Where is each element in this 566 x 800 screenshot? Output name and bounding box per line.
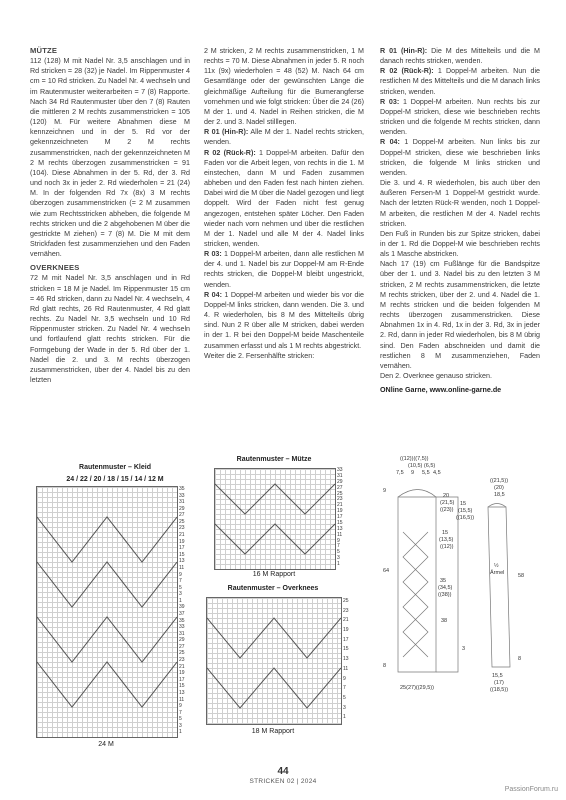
row-number: 13 — [179, 558, 185, 565]
dim-top-1: ((12))((7,5)) — [400, 456, 429, 462]
row-number: 3 — [343, 704, 346, 711]
row-number: 25 — [179, 518, 185, 525]
row-label: R 01 (Hin-R): — [204, 128, 249, 137]
row-number: 11 — [179, 564, 185, 571]
row-text: 1 Doppel-M arbeiten und wieder bis vor die Doppel-M links stricken, dann wenden. Die 3. und 4. R wiederholen, bis 8 M des Mittelteils übrig sind. Nun 2 R über alle M stricken, dabei werden in der 1. R bei den Doppel-M beide Maschenteile zusammen erfasst und als 1 M rechts abgestrickt. — [204, 290, 364, 350]
row-label: R 01 (Hin-R): — [380, 47, 428, 55]
dim-left-64: 64 — [383, 568, 390, 574]
col3-paragraph: Den 2. Overknee genauso stricken. — [380, 372, 492, 380]
sleeve-half: ½ — [494, 563, 499, 569]
row-number: 27 — [179, 643, 185, 650]
row-number: 3 — [337, 555, 340, 562]
dim-top-2: (10,5) (6,5) — [408, 463, 436, 469]
row-text: Die M des Mittelteils und die M danach rechts stricken, wenden. — [380, 47, 540, 66]
diamond-pattern-overknees — [207, 598, 341, 724]
dim-right-8: 8 — [518, 656, 522, 662]
dim-sleeve-2: (20) — [494, 485, 504, 491]
row-number: 15 — [179, 551, 185, 558]
row-number: 17 — [179, 676, 185, 683]
dim-top-3: 7,5 — [396, 470, 404, 476]
row-number: 33 — [337, 467, 343, 473]
dim-sleeve-bottom-2: (17) — [494, 680, 504, 686]
dim-top-5: 5,5 — [422, 470, 430, 476]
row-numbers-muetze — [337, 468, 343, 568]
row-text: 1 Doppel-M arbeiten, dann alle restlichen M der 4. und 1. Nadel bis zur Doppel-M am R-Ende rechts stricken, die Doppel-M bleibt ungestrickt, wenden. — [204, 250, 364, 289]
row-label: R 02 (Rück-R): — [204, 148, 256, 157]
knitting-chart-muetze — [214, 468, 336, 570]
row-number: 9 — [179, 571, 182, 578]
row-number: 5 — [343, 694, 346, 701]
overknees-instructions: 72 M mit Nadel Nr. 3,5 anschlagen und in Rd stricken = 18 M je Nadel. Im Rippenmuster 15 cm = 46 Rd stricken, dann zu Nadel Nr. 4 wechseln, 4 Rd glatt rechts, 26 Rd Rautenmuster, 4 Rd glatt rechts. Zu Nadel Nr. 3,5 wechseln und 10 Rd Rippenmuster stricken. Zu Nadel Nr. 4 wechseln und fortlaufend glatt rechts stricken. Für die Formgebung der Wade in der 5. Rd über der 1. Nadel die 2. und 3. M rechts überzogen zusammenstricken, über der 4. Nadel bis zu den letzten — [30, 274, 190, 384]
dim-top-4: 9 — [411, 470, 415, 476]
row-number: 19 — [179, 670, 185, 677]
col2-row-01 — [204, 127, 364, 147]
chart-caption-muetze: 16 M Rapport — [252, 571, 296, 578]
column-1 — [30, 46, 190, 385]
row-number: 29 — [179, 637, 185, 644]
row-text: 1 Doppel-M arbeiten. Nun die restlichen M des Mittelteils und die M danach links stricken, wenden. — [380, 67, 540, 96]
dim-top-6: 4,5 — [433, 470, 441, 476]
dim-bottom: 25(27)((29,5)) — [400, 685, 434, 691]
dim-15: 15 — [460, 501, 467, 507]
chart-caption-overknees: 18 M Rapport — [251, 728, 295, 735]
dim-left-8: 8 — [383, 663, 387, 669]
col3-row-02 — [380, 66, 540, 96]
section-heading-muetze: MÜTZE — [30, 46, 58, 55]
row-number: 7 — [179, 709, 182, 716]
row-number: 1 — [337, 561, 340, 567]
dim-58: 58 — [518, 573, 525, 579]
chart-title-muetze: Rautenmuster – Mütze — [236, 456, 312, 463]
row-number: 35 — [179, 486, 185, 492]
row-number: 33 — [179, 624, 185, 631]
row-number: 7 — [343, 685, 346, 692]
diamond-pattern-kleid — [37, 487, 177, 737]
col3-paragraph: Den Fuß in Runden bis zur Spitze stricken, dabei in der 1. Rd die Doppel-M wie beschrieben rechts als 1 Masche abstricken. — [380, 229, 540, 259]
dim-38b: ((38)) — [438, 592, 452, 598]
row-number: 15 — [337, 519, 343, 526]
dim-13-5: (13,5) — [439, 537, 454, 543]
row-number: 23 — [179, 525, 185, 532]
dim-34-5: (34,5) — [438, 585, 453, 591]
col2-end: Weiter die 2. Fersenhälfte stricken: — [204, 351, 315, 360]
row-number: 17 — [343, 636, 349, 643]
row-number: 23 — [343, 607, 349, 614]
dim-sleeve-bottom-1: 15,5 — [492, 673, 503, 679]
col3-row-01 — [380, 46, 540, 66]
row-label: R 03: — [204, 250, 222, 259]
dim-16-5: ((16,5)) — [456, 515, 475, 521]
col2-row-04 — [204, 290, 364, 351]
row-text: 1 Doppel-M arbeiten. Dafür den Faden vor die Arbeit legen, von rechts in die 1. M einstechen, dann M und Faden zusammen abheben und den Faden fest nach hinten ziehen. Dabei wird die M über die Nadel gezogen und liegt doppelt. Wird der Faden nicht fest genug angezogen, entstehen später Löcher. Den Faden wieder nach vorn nehmen und über die restlichen M der 1. Nadel und alle M der 4. Nadel links stricken, wenden. — [204, 148, 364, 248]
section-heading-overknees: OVERKNEES — [30, 263, 80, 273]
knitting-chart-overknees — [206, 597, 342, 725]
row-number: 23 — [337, 496, 343, 503]
dim-sleeve-1: ((21,5)) — [490, 478, 509, 484]
row-number: 19 — [179, 538, 185, 545]
row-number: 13 — [337, 525, 343, 532]
row-number: 19 — [343, 627, 349, 634]
row-number: 13 — [343, 656, 349, 663]
chart-title-overknees: Rautenmuster – Overknees — [227, 585, 319, 592]
row-number: 1 — [343, 714, 346, 721]
row-number: 9 — [337, 537, 340, 544]
column-2 — [204, 46, 364, 361]
col2-paragraph: 2 M stricken, 2 M rechts zusammenstricken, 1 M rechts = 70 M. Diese Abnahmen in jeder 5. R noch 11x (9x) wiederholen = 48 (52) M. Nach 64 cm Gesamtlänge oder der gewünschten Länge die gleichmäßige Aufteilung für die Bumerangferse vornehmen und wie folgt stricken: Über die 24 (26) M der 1. und 4. Nadel in Reihen stricken, die M der 2. und 3. Nadel stilllegen. — [204, 47, 364, 127]
dim-sleeve-bottom-3: ((18,5)) — [490, 687, 509, 693]
sleeve-label: Ärmel — [490, 570, 505, 576]
row-number: 5 — [337, 549, 340, 556]
row-label: R 03: — [380, 97, 400, 106]
row-number: 25 — [337, 490, 343, 497]
row-numbers-overknees — [343, 597, 349, 723]
row-number: 9 — [343, 675, 346, 682]
row-number: 7 — [179, 578, 182, 585]
row-number: 17 — [337, 514, 343, 520]
row-number: 23 — [179, 657, 185, 664]
column-3 — [380, 46, 540, 395]
row-number: 21 — [343, 617, 349, 624]
row-number: 3 — [179, 591, 182, 598]
col3-row-04 — [380, 137, 540, 178]
knitting-chart-kleid — [36, 486, 178, 738]
row-number: 15 — [179, 683, 185, 690]
row-number: 25 — [179, 650, 185, 657]
muetze-instructions: 112 (128) M mit Nadel Nr. 3,5 anschlagen und in Rd stricken = 28 (32) je Nadel. Im Rippenmuster 4 cm = 10 Rd stricken. Zu Nadel Nr. 4 wechseln und im Rautenmuster weiterarbeiten = 7 (8) Rapporte. Nach 34 Rd Rautenmuster über den 7 (8) Rauten die mittleren 2 M rechts zusammenstricken = 105 (120) M. Für weitere Abnahmen diese M kennzeichnen und in der 5. Rd vor der gekennzeichneten M 2 M rechts zusammenstricken, nach der gekennzeichneten M 2 M rechts überzogen zusammenstricken = 91 (104). Diese Abnahmen in der 5. Rd, der 3. Rd und noch 3x in jeder 2. Rd wiederholen = 21 (24) M. In der folgenden Rd 7x (8x) 3 M rechts überzogen zusammenstricken (= 2 M zusammen wie zum Rechtsstricken abheben, die folgende M rechts stricken und die 2 abgehobenen M über die gestrickte M ziehen) = 7 (8) M. Die M mit dem Strickfaden fest zusammenziehen und den Faden vernähen. — [30, 57, 190, 259]
col2-row-03 — [204, 249, 364, 290]
watermark: PassionForum.ru — [504, 786, 558, 793]
dim-23: ((23)) — [440, 507, 454, 513]
dim-15b: 15 — [442, 530, 449, 536]
row-number: 25 — [343, 598, 349, 604]
row-label: R 02 (Rück-R): — [380, 67, 434, 76]
row-number: 17 — [179, 545, 185, 552]
row-number: 11 — [343, 665, 349, 672]
row-number: 29 — [337, 478, 343, 485]
row-number: 21 — [337, 502, 343, 509]
dim-12: ((12)) — [440, 544, 454, 550]
row-text: 1 Doppel-M arbeiten. Nun rechts bis zur Doppel-M stricken, diese wie beschrieben rechts stricken und die folgende M rechts stricken, dann wenden. — [380, 97, 540, 137]
row-number: 27 — [179, 512, 185, 519]
row-text: 1 Doppel-M arbeiten. Nun links bis zur Doppel-M stricken, diese wie beschrieben links stricken, die folgende M links stricken und wenden. — [380, 138, 540, 177]
chart-title-kleid: Rautenmuster – Kleid — [79, 464, 151, 471]
dim-20: 20 — [443, 493, 450, 499]
garment-schematic — [378, 452, 538, 702]
dim-21-5: (21,5) — [440, 500, 455, 506]
row-number: 1 — [179, 729, 182, 736]
row-text: Alle M der 1. Nadel rechts stricken, wenden. — [204, 128, 364, 147]
dim-35: 35 — [440, 578, 447, 584]
row-number: 35 — [179, 617, 185, 624]
row-label: R 04: — [204, 290, 222, 299]
row-number: 5 — [179, 716, 182, 723]
col2-row-02 — [204, 148, 364, 250]
row-number: 5 — [179, 584, 182, 591]
col3-row-03 — [380, 97, 540, 138]
row-numbers-kleid — [179, 486, 185, 736]
yarn-supplier-link[interactable]: ONline Garne, www.online-garne.de — [380, 386, 502, 395]
col3-paragraph: Nach 17 (19) cm Fußlänge für die Bandspitze über der 1. und 3. Nadel bis zu den letzten 3 M stricken, 2 M rechts zusammenstricken, die letzte M rechts stricken, über der 2. und 4. Nadel die 1. M rechts stricken und die beiden folgenden M rechts überzogen zusammenstricken. Diese Abnahmen 1x in 4. Rd, 1x in der 3. Rd, 3x in jeder 2. Rd, dann in jeder Rd wiederholen, bis 8 M übrig sind. Den Faden abschneiden und damit die restlichen 8 M zusammenziehen, Faden vernähen. — [380, 260, 540, 370]
row-number: 29 — [179, 505, 185, 512]
row-number: 31 — [337, 472, 343, 479]
row-number: 1 — [179, 597, 182, 604]
row-number: 15 — [343, 646, 349, 653]
row-number: 9 — [179, 703, 182, 710]
row-number: 37 — [179, 610, 185, 617]
diamond-pattern-muetze — [215, 469, 335, 569]
chart-subtitle-kleid: 24 / 22 / 20 / 18 / 15 / 14 / 12 M — [66, 476, 164, 483]
dim-15-5: (15,5) — [458, 508, 473, 514]
row-number: 21 — [179, 532, 185, 539]
row-number: 3 — [179, 722, 182, 729]
col3-paragraph: Die 3. und 4. R wiederholen, bis auch über den äußeren Fersen-M 1 Doppel-M gestrickt wurde. Nach der letzten Rück-R wenden, noch 1 Doppel-M arbeiten, die restlichen M der 4. Nadel rechts stricken. — [380, 179, 540, 228]
row-number: 33 — [179, 492, 185, 499]
page-number: 44 — [277, 766, 289, 777]
row-number: 39 — [179, 604, 185, 611]
chart-caption-kleid: 24 M — [98, 741, 114, 748]
row-number: 21 — [179, 663, 185, 670]
row-number: 7 — [337, 543, 340, 550]
row-number: 11 — [337, 531, 343, 538]
dim-3: 3 — [462, 646, 466, 652]
row-number: 13 — [179, 689, 185, 696]
row-number: 31 — [179, 630, 185, 637]
row-number: 11 — [179, 696, 185, 703]
row-number: 27 — [337, 484, 343, 491]
dim-left-9: 9 — [383, 488, 387, 494]
dim-sleeve-3: 18,5 — [494, 492, 505, 498]
row-label: R 04: — [380, 138, 400, 147]
row-number: 19 — [337, 508, 343, 515]
dim-38: 38 — [441, 618, 448, 624]
row-number: 31 — [179, 499, 185, 506]
magazine-issue: STRICKEN 02 | 2024 — [249, 778, 317, 785]
